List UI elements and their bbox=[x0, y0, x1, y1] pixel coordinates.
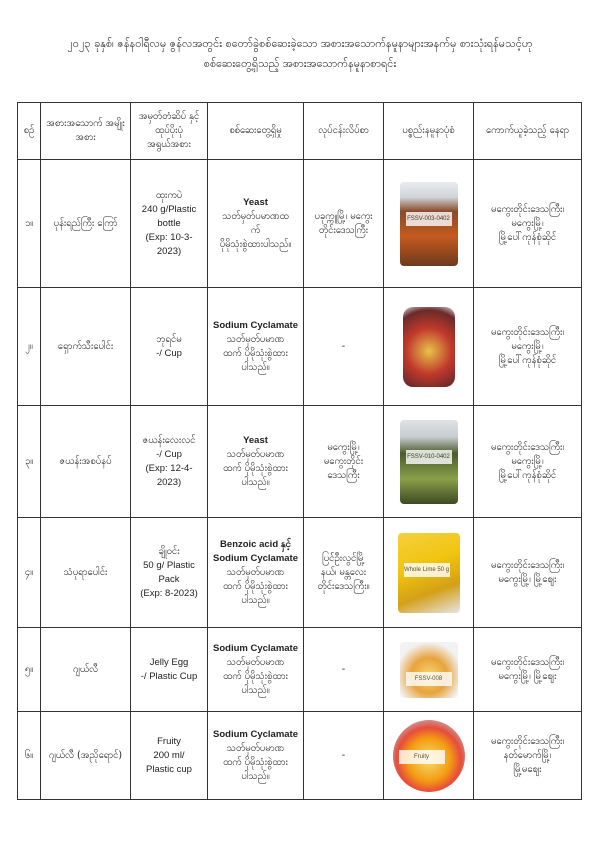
product-photo bbox=[393, 720, 465, 792]
row-brand-line: ချိုဝင်း bbox=[158, 545, 180, 557]
product-label: Whole Lime 50 g bbox=[404, 563, 450, 577]
row-location bbox=[474, 628, 582, 712]
row-address-line: မကွေးတိုင်း bbox=[323, 455, 364, 467]
row-address bbox=[304, 518, 384, 628]
finding-text: သတ်မှတ်ပမာဏ bbox=[226, 448, 285, 460]
table-row bbox=[18, 518, 582, 628]
row-no-line: ၄။ bbox=[24, 566, 34, 578]
finding-text: ပိုမိုသုံးစွဲထားပါသည်။ bbox=[219, 238, 292, 250]
row-finding bbox=[208, 628, 304, 712]
row-brand bbox=[131, 628, 208, 712]
row-address-line: မကွေးမြို့၊ bbox=[327, 441, 360, 453]
row-image-cell bbox=[384, 288, 474, 406]
finding-substance: Sodium Cyclamate bbox=[213, 728, 298, 740]
row-address bbox=[304, 288, 384, 406]
finding-text: သတ်မှတ်ပမာဏ bbox=[226, 742, 285, 754]
finding-text: ပါသည်။ bbox=[241, 684, 270, 696]
row-brand bbox=[131, 288, 208, 406]
title-line-2: စစ်ဆေးတွေ့ရှိသည့် အစားအသောက်နမူနာစာရင်း bbox=[203, 57, 397, 70]
row-type bbox=[41, 406, 131, 518]
header-image: ပစ္စည်းနမူနာပုံစံ bbox=[384, 103, 474, 160]
product-label: FSSV-010-0402 bbox=[406, 450, 452, 464]
product-photo bbox=[400, 642, 458, 698]
row-address bbox=[304, 628, 384, 712]
row-address-line: - bbox=[341, 749, 346, 761]
row-brand-line: Jelly Egg bbox=[149, 656, 189, 668]
row-brand-line: -/ Cup bbox=[156, 347, 182, 359]
row-location-line: မကွေးတိုင်းဒေသကြီး၊ bbox=[491, 735, 564, 747]
row-brand bbox=[131, 160, 208, 288]
product-photo bbox=[400, 182, 458, 266]
row-address-line: နယ်၊ မန္တလေး bbox=[320, 566, 367, 578]
row-image-cell bbox=[384, 160, 474, 288]
finding-text: သတ်မှတ်ပမာဏ bbox=[226, 566, 285, 578]
finding-text: ထက် ပိုမိုသုံးစွဲထား bbox=[223, 462, 288, 474]
row-address-line: တိုင်းဒေသကြီး။ bbox=[317, 580, 370, 592]
finding-text: ထက် ပိုမိုသုံးစွဲထား bbox=[223, 756, 288, 768]
product-photo bbox=[400, 420, 458, 504]
header-type: အစားအသောက် အမျိုးအစား bbox=[41, 103, 131, 160]
row-brand bbox=[131, 406, 208, 518]
finding-substance: Sodium Cyclamate bbox=[213, 319, 298, 331]
row-type bbox=[41, 628, 131, 712]
row-no bbox=[18, 160, 41, 288]
row-type bbox=[41, 712, 131, 800]
row-location-line: မကွေးတိုင်းဒေသကြီး၊ bbox=[491, 559, 564, 571]
row-type bbox=[41, 518, 131, 628]
document-title bbox=[20, 34, 580, 74]
finding-text: ထက် ပိုမိုသုံးစွဲထား bbox=[223, 580, 288, 592]
row-brand-line: Fruity bbox=[157, 735, 181, 747]
row-finding bbox=[208, 712, 304, 800]
product-photo bbox=[398, 533, 460, 613]
header-finding: စစ်ဆေးတွေ့ရှိမှု bbox=[208, 103, 304, 160]
table-row bbox=[18, 628, 582, 712]
row-no-line: ၅။ bbox=[24, 663, 34, 675]
row-no bbox=[18, 518, 41, 628]
row-type-line: ရှောက်သီးပေါင်း bbox=[57, 340, 114, 352]
row-no-line: ၁။ bbox=[24, 217, 34, 229]
finding-text: ပါသည်။ bbox=[241, 594, 270, 606]
row-location-line: နတ်မောက်မြို့၊ bbox=[503, 749, 552, 761]
row-brand-line: -/ Plastic Cup bbox=[140, 670, 198, 682]
row-location-line: မကွေးမြို့၊ bbox=[511, 340, 544, 352]
row-address-line: ပြင်ဦးလွင်မြို့ bbox=[322, 552, 365, 564]
finding-text: ပါသည်။ bbox=[241, 361, 270, 373]
row-brand-line: (Exp: 8-2023) bbox=[140, 587, 198, 599]
finding-text: သတ်မှတ်ပမာဏ bbox=[226, 656, 285, 668]
row-address bbox=[304, 160, 384, 288]
row-brand-line: 2023) bbox=[156, 476, 182, 488]
table-row bbox=[18, 160, 582, 288]
row-image-cell bbox=[384, 406, 474, 518]
food-sample-table bbox=[17, 102, 582, 800]
row-address-line: ဒေသကြီး bbox=[327, 469, 360, 481]
row-brand bbox=[131, 518, 208, 628]
row-type bbox=[41, 288, 131, 406]
row-brand-line: bottle bbox=[157, 217, 181, 229]
row-finding bbox=[208, 288, 304, 406]
row-type bbox=[41, 160, 131, 288]
row-location-line: မြို့ပေါ်ကုန်စုံဆိုင် bbox=[498, 231, 557, 243]
row-brand-line: ဇယန်းလေးလင် bbox=[142, 434, 196, 446]
row-no bbox=[18, 628, 41, 712]
finding-text: ထက် ပိုမိုသုံးစွဲထား bbox=[223, 347, 288, 359]
row-location bbox=[474, 518, 582, 628]
row-no bbox=[18, 288, 41, 406]
row-address-line: - bbox=[341, 340, 346, 352]
row-address-line: ပခုက္ကူမြို့၊ မကွေး bbox=[314, 210, 373, 222]
row-location bbox=[474, 406, 582, 518]
row-location bbox=[474, 288, 582, 406]
row-finding bbox=[208, 518, 304, 628]
row-location-line: မြို့ပေါ်ကုန်စုံဆိုင် bbox=[498, 354, 557, 366]
row-address-line: - bbox=[341, 663, 346, 675]
row-brand-line: Pack bbox=[158, 573, 180, 585]
row-no bbox=[18, 406, 41, 518]
finding-text: ထက် ပိုမိုသုံးစွဲထား bbox=[223, 670, 288, 682]
finding-substance: Yeast bbox=[243, 196, 268, 208]
row-location-line: မကွေးတိုင်းဒေသကြီး၊ bbox=[491, 441, 564, 453]
row-image-cell bbox=[384, 518, 474, 628]
row-type-line: ပုန်းရည်ကြီး ကြော် bbox=[53, 217, 118, 229]
product-label: FSSV-003-0402 bbox=[406, 212, 452, 226]
finding-text: သတ်မှတ်ပမာဏထ bbox=[222, 210, 289, 222]
row-address bbox=[304, 712, 384, 800]
header-no: စဉ် bbox=[18, 103, 41, 160]
row-address bbox=[304, 406, 384, 518]
row-location-line: မကွေးမြို့၊ bbox=[511, 455, 544, 467]
row-no-line: ၆။ bbox=[24, 749, 34, 761]
row-brand-line: 50 g/ Plastic bbox=[143, 559, 195, 571]
row-location-line: မကွေးမြို့၊ bbox=[511, 217, 544, 229]
row-brand-line: -/ Cup bbox=[156, 448, 182, 460]
finding-substance: Sodium Cyclamate bbox=[213, 642, 298, 654]
row-no bbox=[18, 712, 41, 800]
row-location-line: မကွေးတိုင်းဒေသကြီး၊ bbox=[491, 203, 564, 215]
finding-text: က် bbox=[250, 224, 261, 236]
row-image-cell bbox=[384, 628, 474, 712]
row-location-line: မကွေးမြို့၊ မြို့ဈေး bbox=[498, 573, 557, 585]
header-location: ကောက်ယူခဲ့သည့် နေရာ bbox=[474, 103, 582, 160]
table-row bbox=[18, 712, 582, 800]
row-finding bbox=[208, 160, 304, 288]
product-label: FSSV-008 bbox=[406, 672, 452, 686]
title-line-1: ၂၀၂၃ ခုနှစ်၊ ဇန်နဝါရီလမှ ဇွန်လအတွင်း စတော်ခွဲစစ်ဆေးခဲ့သော အစားအသောက်နမူနာများအနက်မှ စားသုံးရန်မသင့်ဟု bbox=[67, 37, 533, 50]
table-row bbox=[18, 288, 582, 406]
row-brand-line: 2023) bbox=[156, 245, 182, 257]
row-address-line: တိုင်းဒေသကြီး bbox=[318, 224, 369, 236]
row-location-line: မကွေးတိုင်းဒေသကြီး၊ bbox=[491, 656, 564, 668]
finding-substance: Yeast bbox=[243, 434, 268, 446]
row-image-cell bbox=[384, 712, 474, 800]
row-brand-line: 240 g/Plastic bbox=[141, 203, 197, 215]
row-brand-line: (Exp: 12-4- bbox=[145, 462, 193, 474]
row-brand-line: (Exp: 10-3- bbox=[145, 231, 193, 243]
row-no-line: ၃။ bbox=[24, 455, 34, 467]
row-brand-line: Plastic cup bbox=[146, 763, 192, 775]
row-brand bbox=[131, 712, 208, 800]
row-location bbox=[474, 712, 582, 800]
table-header-row bbox=[18, 103, 582, 160]
row-brand-line: ထုးကပဲ bbox=[155, 189, 183, 201]
header-address: လုပ်ငန်းလိပ်စာ bbox=[304, 103, 384, 160]
finding-text: ပါသည်။ bbox=[241, 770, 270, 782]
row-brand-line: 200 ml/ bbox=[153, 749, 185, 761]
row-location-line: မြို့ပေါ်ကုန်စုံဆိုင် bbox=[498, 469, 557, 481]
row-no-line: ၂။ bbox=[25, 340, 33, 352]
row-location-line: မကွေးတိုင်းဒေသကြီး၊ bbox=[491, 326, 564, 338]
row-brand-line: ဘုရင်မ bbox=[156, 333, 182, 345]
row-location-line: မြို့မဈေး bbox=[513, 763, 542, 775]
finding-text: ပါသည်။ bbox=[241, 476, 270, 488]
finding-text: သတ်မှတ်ပမာဏ bbox=[226, 333, 285, 345]
finding-substance: Benzoic acid နှင့် Sodium Cyclamate bbox=[213, 538, 298, 564]
product-label: Fruity bbox=[399, 750, 445, 764]
row-location-line: မကွေးမြို့၊ မြို့ဈေး bbox=[498, 670, 557, 682]
row-finding bbox=[208, 406, 304, 518]
row-type-line: ဇယန်းအစပ်နပ် bbox=[59, 455, 112, 467]
product-photo bbox=[403, 307, 455, 387]
row-type-line: သံပုရာပေါင်း bbox=[63, 566, 108, 578]
header-brand: အမှတ်တံဆိပ် နှင့်ထုပ်ပိုးပုံ အရွယ်အစား bbox=[131, 103, 208, 160]
row-location bbox=[474, 160, 582, 288]
row-type-line: ဂျယ်လီ bbox=[72, 663, 99, 675]
table-row bbox=[18, 406, 582, 518]
row-type-line: ဂျယ်လီ (အညိုရောင်) bbox=[48, 749, 123, 761]
